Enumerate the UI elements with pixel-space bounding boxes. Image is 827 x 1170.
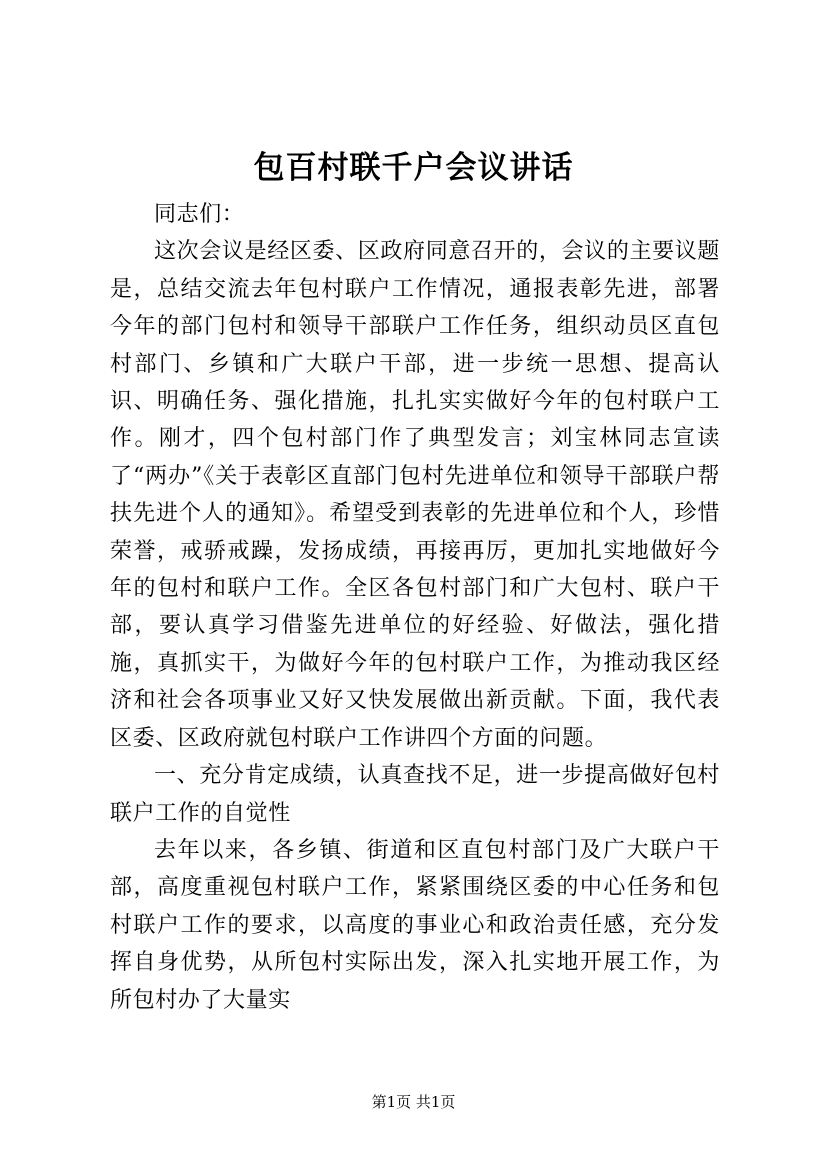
salutation: 同志们： (154, 202, 245, 227)
paragraph-section-1: 去年以来，各乡镇、街道和区直包村部门及广大联户干部，高度重视包村联户工作，紧紧围绕区委的中心任务和包村联户工作的要求，以高度的事业心和政治责任感，充分发挥自身优势，从所包村实际出发，深入扎实地开展工作，为所包村办了大量实 (110, 837, 720, 1013)
section-heading-1: 一、充分肯定成绩，认真查找不足，进一步提高做好包村联户工作的自觉性 (110, 763, 720, 826)
page-number-label: 第1页 共1页 (371, 1093, 456, 1111)
page-footer (0, 1092, 827, 1112)
document-title: 包百村联千户会议讲话 (253, 150, 574, 186)
document-body (110, 196, 720, 1019)
paragraph-intro: 这次会议是经区委、区政府同意召开的，会议的主要议题是，总结交流去年包村联户工作情况，通报表彰先进，部署今年的部门包村和领导干部联户工作任务，组织动员区直包村部门、乡镇和广大联户干部，进一步统一思想、提高认识、明确任务、强化措施，扎扎实实做好今年的包村联户工作。刚才，四个包村部门作了典型发言；刘宝林同志宣读了“两办”《关于表彰区直部门包村先进单位和领导干部联户帮扶先进个人的通知》。希望受到表彰的先进单位和个人，珍惜荣誉，戒骄戒躁，发扬成绩，再接再厉，更加扎实地做好今年的包村和联户工作。全区各包村部门和广大包村、联户干部，要认真学习借鉴先进单位的好经验、好做法，强化措施，真抓实干，为做好今年的包村联户工作，为推动我区经济和社会各项事业又好又快发展做出新贡献。下面，我代表区委、区政府就包村联户工作讲四个方面的问题。 (110, 239, 720, 751)
